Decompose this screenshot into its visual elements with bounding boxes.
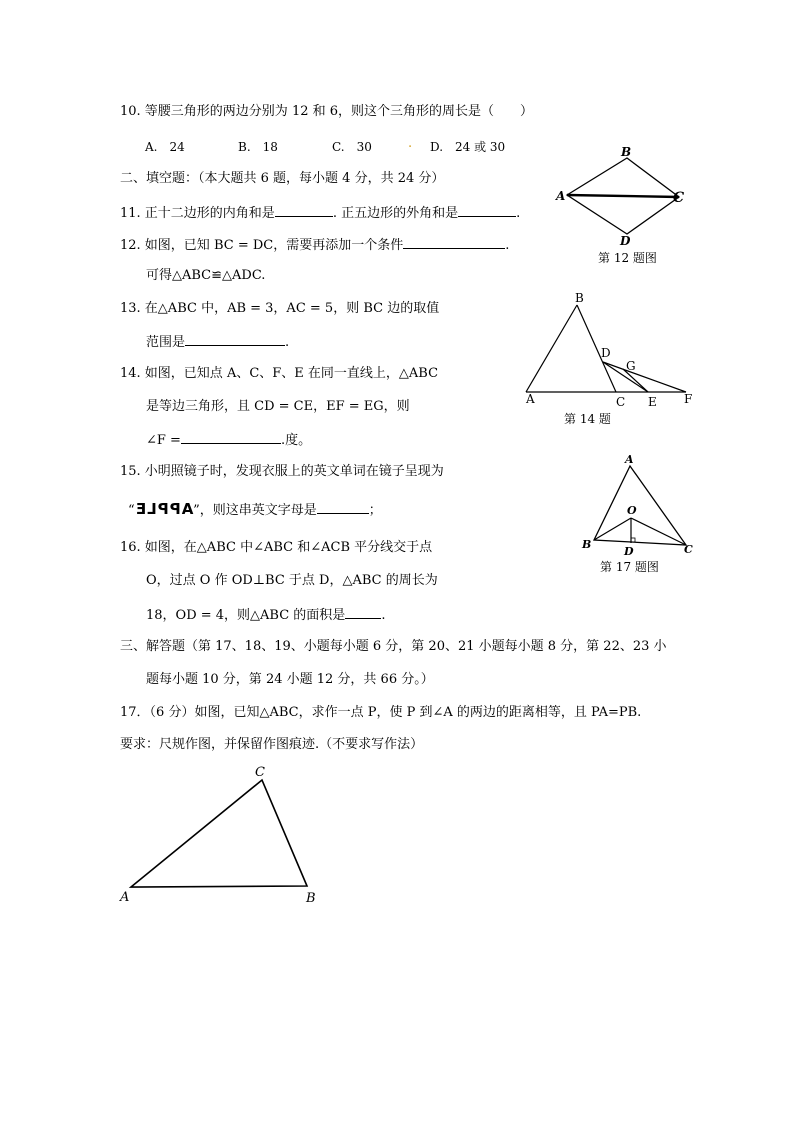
fig17-label-c: C [684, 543, 693, 556]
q11-text-1: 11. 正十二边形的内角和是 [120, 206, 275, 221]
figure-q17-triangle [115, 760, 330, 910]
fig17-triangle [594, 466, 686, 545]
q12-text: 12. 如图，已知 BC = DC，需要再添加一个条件 [120, 238, 404, 253]
q14-line-3 [146, 431, 311, 449]
fig14-label-f: F [684, 392, 693, 406]
q14-blank[interactable] [181, 431, 281, 444]
q17-label-c: C [255, 765, 265, 780]
q15-line-2 [128, 501, 382, 519]
fig17-bisector-c [631, 518, 686, 545]
q15-open-quote: “ [128, 503, 135, 518]
figure-14-caption: 第 14 题 [564, 412, 611, 426]
q14-text: ∠F = [146, 433, 181, 448]
q11-end: . [516, 206, 521, 221]
q14-end: .度。 [280, 433, 312, 448]
fig14-side-ab [526, 305, 577, 392]
q15-blank[interactable] [317, 501, 369, 514]
q12-blank[interactable] [403, 236, 505, 249]
section-2-title: 二、填空题：（本大题共 6 题，每小题 4 分，共 24 分） [120, 171, 445, 186]
fig14-label-a: A [526, 392, 535, 406]
q16-line-1: 16. 如图，在△ABC 中∠ABC 和∠ACB 平分线交于点 [120, 540, 433, 555]
figure-12-caption: 第 12 题图 [598, 251, 657, 265]
q17-label-a: A [120, 890, 130, 905]
q10-stem: 10. 等腰三角形的两边分别为 12 和 6，则这个三角形的周长是（ ） [120, 104, 534, 119]
q17-line-1: 17．（6 分）如图，已知△ABC，求作一点 P，使 P 到∠A 的两边的距离相等，且 PA=PB. [120, 705, 642, 720]
q17-label-b: B [306, 891, 316, 906]
q13-blank[interactable] [185, 333, 285, 346]
fig17-label-d: D [624, 545, 634, 558]
q14-line-1: 14. 如图，已知点 A、C、F、E 在同一直线上，△ABC [120, 366, 439, 381]
q15-line-1: 15. 小明照镜子时，发现衣服上的英文单词在镜子呈现为 [120, 464, 444, 479]
fig14-line-df [603, 362, 686, 392]
q13-end: . [285, 335, 290, 350]
q10-option-c: C. 30 [332, 140, 372, 154]
q17-triangle-abc [131, 780, 307, 887]
q17-line-2: 要求：尺规作图，并保留作图痕迹.（不要求写作法） [120, 737, 424, 752]
q15-mirrored-word: APPLE [134, 500, 194, 518]
q15-text: ”，则这串英文字母是 [193, 503, 317, 518]
q13-text: 范围是 [146, 335, 186, 350]
q16-line-3 [146, 606, 385, 624]
q11-blank-2[interactable] [458, 204, 516, 217]
fig12-label-c: C [673, 190, 685, 206]
q16-end: . [381, 608, 386, 623]
fig12-label-a: A [556, 189, 566, 203]
section-3-line-2: 题每小题 10 分，第 24 小题 12 分，共 66 分。） [146, 672, 434, 687]
q10-option-a: A. 24 [145, 140, 185, 154]
q12-line-1 [120, 236, 509, 254]
figure-17 [578, 452, 700, 558]
q16-text: 18，OD = 4，则△ABC 的面积是 [146, 608, 346, 623]
q10-option-d: D. 24 或 30 [430, 140, 506, 154]
q10-option-b: B. 18 [238, 140, 278, 154]
q11-text-2: . 正五边形的外角和是 [332, 206, 459, 221]
q16-line-2: O，过点 O 作 OD⊥BC 于点 D，△ABC 的周长为 [146, 573, 438, 588]
q11-line [120, 204, 520, 222]
q14-line-2: 是等边三角形，且 CD = CE，EF = EG，则 [146, 399, 410, 414]
fig17-label-a: A [625, 453, 634, 466]
q16-blank[interactable] [345, 606, 381, 619]
fig12-diagonal-ac [567, 195, 679, 197]
stray-dot: . [408, 136, 413, 151]
figure-17-caption: 第 17 题图 [600, 560, 659, 574]
q15-end: ； [368, 503, 382, 518]
q12-line-2: 可得△ABC≌△ADC. [146, 268, 266, 283]
fig14-label-g: G [626, 359, 636, 373]
fig12-label-b: B [621, 145, 632, 159]
fig14-label-c: C [616, 395, 626, 408]
fig14-label-e: E [648, 395, 657, 408]
fig14-label-b: B [575, 291, 584, 305]
fig17-label-b: B [582, 538, 592, 551]
q13-line-2 [146, 333, 289, 351]
q12-end: . [505, 238, 510, 253]
figure-12-rhombus [552, 145, 697, 247]
q13-line-1: 13. 在△ABC 中，AB = 3，AC = 5，则 BC 边的取值 [120, 301, 440, 316]
fig17-label-o: O [627, 504, 637, 517]
section-3-line-1: 三、解答题（第 17、18、19、小题每小题 6 分，第 20、21 小题每小题 8 分，第 22、23 小 [120, 639, 667, 654]
fig12-label-d: D [620, 234, 631, 247]
fig14-label-d: D [601, 346, 611, 360]
q11-blank-1[interactable] [275, 204, 333, 217]
figure-14 [520, 290, 700, 408]
